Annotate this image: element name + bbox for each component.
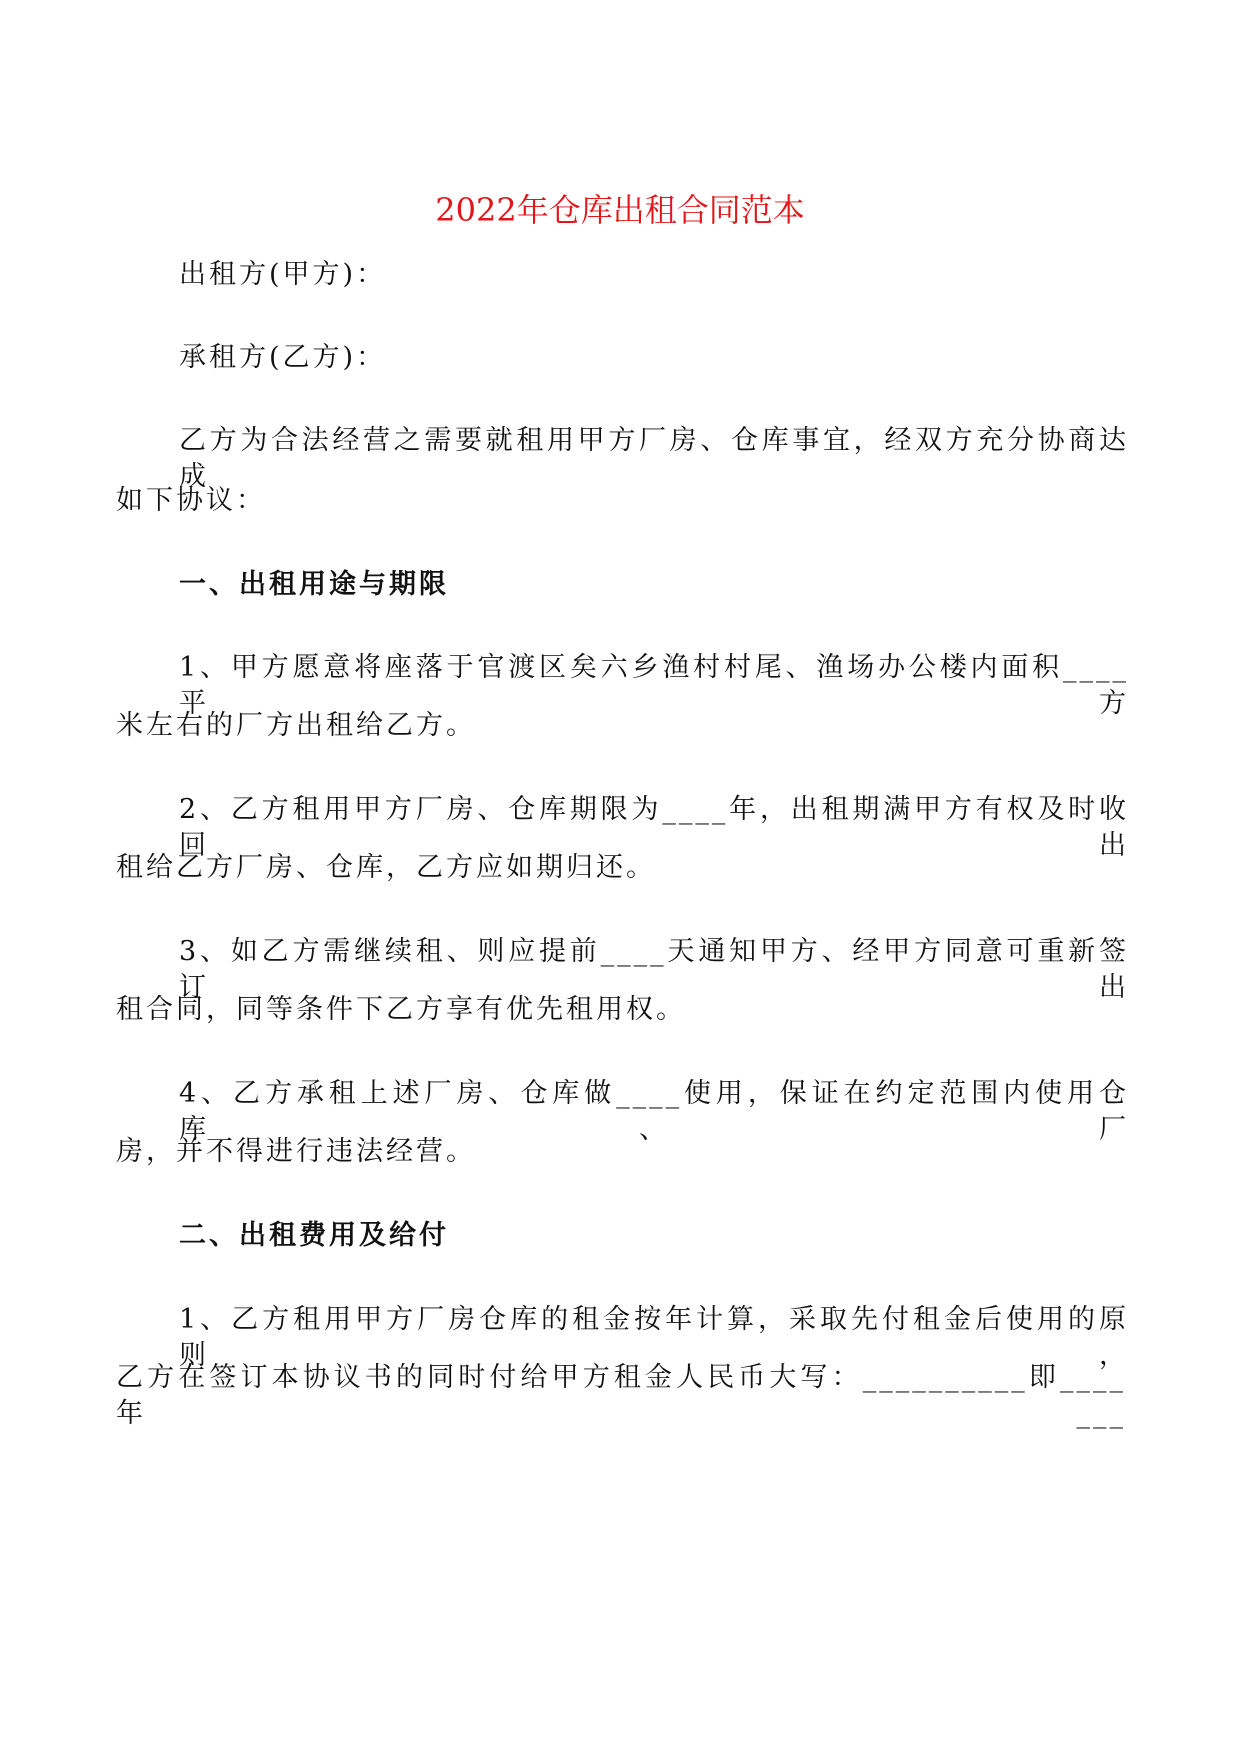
lessor-line: 出租方(甲方)： xyxy=(179,259,387,290)
clause-1-1-line-2: 米左右的厂方出租给乙方。 xyxy=(116,710,476,741)
clause-1-4-line-1: 4、乙方承租上述厂房、仓库做____使用，保证在约定范围内使用仓库、厂 xyxy=(179,1078,1129,1145)
clause-1-4-line-2: 房，并不得进行违法经营。 xyxy=(116,1136,476,1167)
preamble-line-2: 如下协议： xyxy=(116,485,266,516)
clause-1-3-line-1: 3、如乙方需继续租、则应提前____天通知甲方、经甲方同意可重新签订出 xyxy=(179,936,1129,1003)
section-heading-2: 二、出租费用及给付 xyxy=(179,1220,449,1251)
clause-1-2-line-1: 2、乙方租用甲方厂房、仓库期限为____年，出租期满甲方有权及时收回出 xyxy=(179,794,1129,861)
document-title: 2022年仓库出租合同范本 xyxy=(435,191,805,229)
clause-2-1-line-2: 乙方在签订本协议书的同时付给甲方租金人民币大写：__________即____年___ xyxy=(116,1362,1126,1429)
lessee-line: 承租方(乙方)： xyxy=(179,342,387,373)
clause-1-2-line-2: 租给乙方厂房、仓库，乙方应如期归还。 xyxy=(116,852,656,883)
clause-1-1-line-1: 1、甲方愿意将座落于官渡区矣六乡渔村村尾、渔场办公楼内面积____平方 xyxy=(179,652,1129,719)
clause-1-3-line-2: 租合同，同等条件下乙方享有优先租用权。 xyxy=(116,994,686,1025)
preamble-line-1: 乙方为合法经营之需要就租用甲方厂房、仓库事宜，经双方充分协商达成 xyxy=(179,425,1129,492)
clause-2-1-line-1: 1、乙方租用甲方厂房仓库的租金按年计算，采取先付租金后使用的原则， xyxy=(179,1304,1129,1371)
section-heading-1: 一、出租用途与期限 xyxy=(179,569,449,600)
